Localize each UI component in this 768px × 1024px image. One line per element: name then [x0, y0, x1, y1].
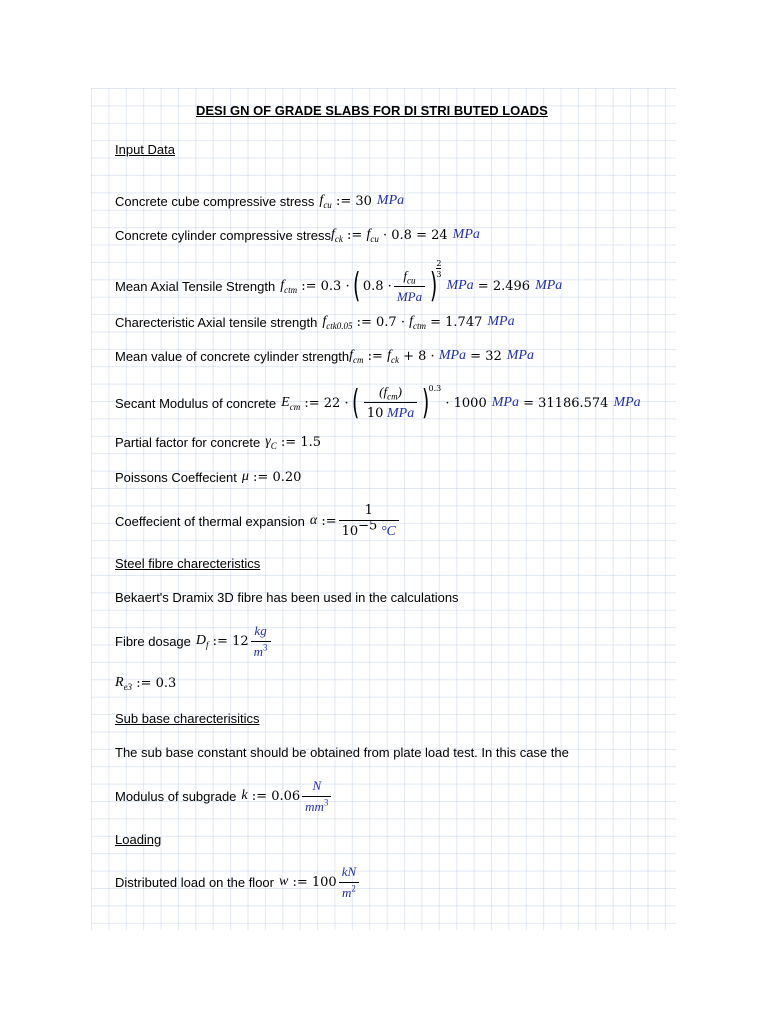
value-fctk-result: 1.747: [445, 314, 483, 330]
row-fck: Concrete cylinder compressive stress $f_{ck}$ := $f_{cu}$ · 0.8 = 24 MPa: [115, 227, 480, 244]
page-title: DESI GN OF GRADE SLABS FOR DI STRI BUTED LOADS: [196, 103, 548, 118]
unit-mpa: MPa: [446, 278, 474, 293]
value-fctm-coef: 0.3: [320, 278, 342, 294]
value-df: 12: [232, 633, 249, 649]
unit-mpa: MPa: [487, 314, 515, 329]
section-loading: Loading: [115, 832, 162, 847]
label-ecm: Secant Modulus of concrete: [115, 395, 277, 411]
value-fcm-result: 32: [485, 348, 502, 364]
section-input-data: Input Data: [115, 142, 175, 157]
row-ecm: Secant Modulus of concrete $E_{cm}$ := 22 · ( $\frac{(f_{cm})}{\text{10 MPa}}$ ) 0.3 · 1000 MPa = 31186.574 MPa: [115, 383, 641, 423]
unit-m: m: [341, 884, 352, 900]
value-fctm-inner: 0.8: [362, 278, 384, 294]
value-alpha-num: 1: [364, 502, 373, 518]
section-steel-fibre: Steel fibre charecteristics: [115, 556, 261, 571]
row-alpha: Coeffecient of thermal expansion α := $\frac{1}{10^{-5} ^\circ C}$: [115, 500, 401, 542]
row-fcu: Concrete cube compressive stress $f_{cu}$ := 30 MPa: [115, 193, 405, 210]
value-fctm-result: 2.496: [492, 278, 531, 294]
value-fck-factor: 0.8: [391, 227, 412, 243]
value-fcu: 30: [355, 193, 372, 209]
value-ecm-mult: 1000: [453, 395, 487, 411]
label-w: Distributed load on the floor: [115, 874, 274, 890]
row-fctk: Charecteristic Axial tensile strength $f_{ctk0.05}$ := 0.7 · $f_{ctm}$ = 1.747 MPa: [115, 314, 515, 331]
unit-mpa: MPa: [535, 278, 563, 293]
row-gamma: Partial factor for concrete $\gamma_C$ := 1.5: [115, 434, 322, 451]
unit-degc: °C: [380, 523, 396, 539]
value-alpha-exp: −5: [358, 518, 378, 534]
row-k: Modulus of subgrade k := 0.06 $\frac{N}{mm^3}$: [115, 775, 333, 817]
unit-mpa: MPa: [387, 406, 415, 421]
value-fck-result: 24: [431, 227, 448, 243]
row-mu: Poissons Coeffecient μ := 0.20: [115, 469, 302, 485]
label-gamma: Partial factor for concrete: [115, 434, 261, 450]
unit-mpa: MPa: [394, 286, 425, 305]
unit-mpa: MPa: [613, 395, 641, 410]
value-fctk-coef: 0.7: [376, 314, 397, 330]
value-fcm-add: 8: [418, 348, 427, 364]
row-fctm: Mean Axial Tensile Strength $f_{ctm}$ := 0.3 · ( 0.8 · $\frac{f_{cu}}{\text{MPa}}$ ) $\frac{2}{3}$ MPa = 2.496 MPa: [115, 259, 563, 306]
label-alpha: Coeffecient of thermal expansion: [115, 513, 305, 529]
unit-N: N: [312, 777, 322, 793]
label-fcu: Concrete cube compressive stress: [115, 193, 315, 209]
value-alpha-base: 10: [341, 523, 359, 539]
value-gamma: 1.5: [300, 434, 322, 450]
label-fcm: Mean value of concrete cylinder strength: [115, 348, 350, 364]
exponent-denominator: 3: [436, 270, 442, 279]
unit-m: m: [253, 643, 264, 659]
row-df: Fibre dosage $D_f$ := 12 $\frac{kg}{m^3}$: [115, 620, 273, 662]
value-w: 100: [311, 874, 337, 890]
row-fcm: Mean value of concrete cylinder strength $f_{cm}$ := $f_{ck}$ + 8 · MPa = 32 MPa: [115, 348, 534, 365]
label-mu: Poissons Coeffecient: [115, 469, 237, 485]
unit-mpa: MPa: [491, 395, 519, 410]
value-k: 0.06: [271, 788, 301, 804]
label-fctk: Charecteristic Axial tensile strength: [115, 314, 318, 330]
value-ecm-result: 31186.574: [538, 395, 609, 411]
value-mu: 0.20: [272, 469, 302, 485]
exponent-ecm: 0.3: [428, 383, 442, 393]
unit-mpa: MPa: [376, 193, 405, 208]
label-fck: Concrete cylinder compressive stress: [115, 227, 332, 243]
exponent-numerator: 2: [436, 259, 442, 268]
section-sub-base: Sub base charecterisitics: [115, 711, 260, 726]
label-fctm: Mean Axial Tensile Strength: [115, 278, 276, 294]
value-re3: 0.3: [155, 675, 177, 691]
unit-mpa: MPa: [506, 348, 534, 363]
unit-mpa: MPa: [452, 227, 480, 242]
label-k: Modulus of subgrade: [115, 788, 237, 804]
unit-mpa: MPa: [438, 348, 467, 363]
value-ecm-den: 10: [366, 406, 384, 421]
bekaert-note: Bekaert's Dramix 3D fibre has been used in the calculations: [115, 590, 459, 605]
unit-mm: mm: [305, 798, 324, 814]
value-ecm-coef: 22: [323, 395, 341, 411]
unit-kg: kg: [254, 622, 267, 638]
label-df: Fibre dosage: [115, 633, 191, 649]
subbase-note: The sub base constant should be obtained from plate load test. In this case the: [115, 745, 569, 760]
row-re3: $R_{e3}$ := 0.3: [115, 675, 177, 692]
unit-kN: kN: [341, 863, 357, 879]
row-w: Distributed load on the floor w := 100 $\frac{kN}{m^2}$: [115, 861, 361, 903]
